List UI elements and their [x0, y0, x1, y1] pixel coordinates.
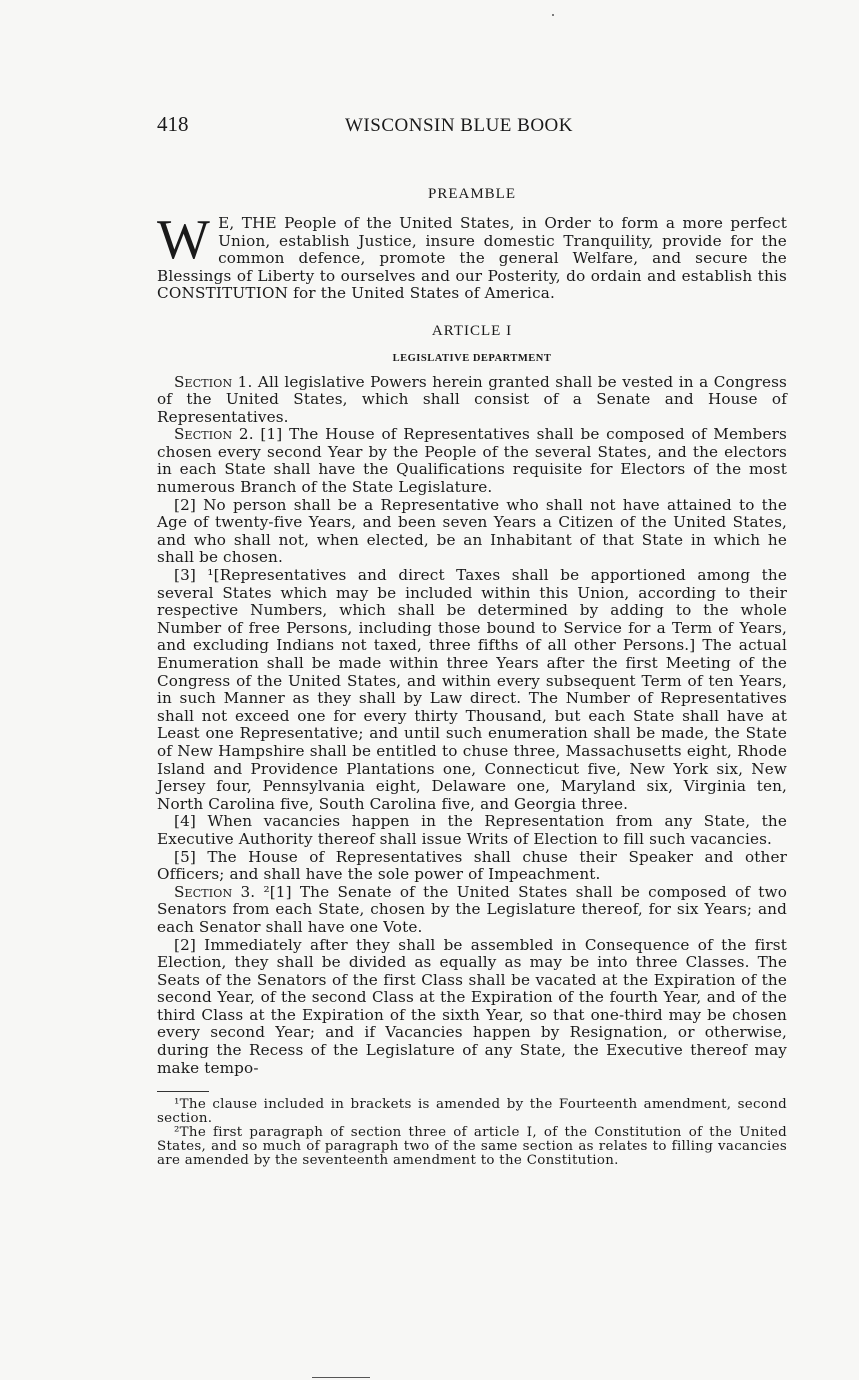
section-label: Section 3. — [174, 882, 256, 901]
section-paragraph — [157, 937, 787, 1078]
department-heading: LEGISLATIVE DEPARTMENT — [392, 352, 552, 364]
running-head: WISCONSIN BLUE BOOK — [345, 115, 573, 136]
section-paragraph — [157, 567, 787, 813]
footnote: ²The first paragraph of section three of article I, of the Constitution of the United States, and so much of paragraph two of the same section as relates to filling vacancies are amended by the seventeenth amendment to the Constitution. — [157, 1125, 787, 1169]
section-paragraph — [157, 497, 787, 567]
section-paragraph — [157, 813, 787, 848]
paragraph-text: [3] ¹[Representatives and direct Taxes shall be apportioned among the several States which may be included within this Union, according to their respective Numbers, which shall be determined by adding to the whole Number of free Persons, including those bound to Service for a Term of Years, and excluding Indians not taxed, three fifths of all other Persons.] The actual Enumeration shall be made within three Years after the first Meeting of the Congress of the United States, and within every subsequent Term of ten Years, in such Manner as they shall by Law direct. The Number of Representatives shall not exceed one for every thirty Thousand, but each State shall have at Least one Representative; and until such enumeration shall be made, the State of New Hampshire shall be entitled to chuse three, Massachusetts eight, Rhode Island and Providence Plantations one, Connecticut five, New York six, New Jersey four, Pennsylvania eight, Delaware one, Maryland six, Virginia ten, North Carolina five, South Carolina five, and Georgia three. — [157, 566, 787, 813]
section-paragraph — [157, 884, 787, 937]
footnotes — [157, 1098, 787, 1168]
paragraph-text: [2] Immediately after they shall be assembled in Consequence of the first Election, they shall be divided as equally as may be into three Classes. The Seats of the Senators of the first Class shall be vacated at the Expiration of the second Year, of the second Class at the Expiration of the fourth Year, and of the third Class at the Expiration of the sixth Year, so that one-third may be chosen every second Year; and if Vacancies happen by Resignation, or otherwise, during the Recess of the Legislature of any State, the Executive thereof may make tempo- — [157, 935, 787, 1077]
paragraph-text: [2] No person shall be a Representative who shall not have attained to the Age of twenty-five Years, and been seven Years a Citizen of the United States, and who shall not, when elected, be an Inhabitant of that State in which he shall be chosen. — [157, 495, 787, 567]
preamble-heading: PREAMBLE — [427, 186, 516, 202]
section-label: Section 1. — [174, 372, 253, 391]
paragraph-text: [1] The House of Representatives shall be composed of Members chosen every second Year by the People of the several States, and the electors in each State shall have the Qualifications requisite for Electors of the most numerous Branch of the State Legislature. — [157, 425, 787, 497]
document-page — [157, 112, 787, 1168]
paragraph-text: ²[1] The Senate of the United States shall be composed of two Senators from each State, chosen by the Legislature thereof, for six Years; and each Senator shall have one Vote. — [157, 882, 787, 936]
section-paragraph — [157, 374, 787, 427]
paragraph-text: [4] When vacancies happen in the Representation from any State, the Executive Authority thereof shall issue Writs of Election to fill such vacancies. — [157, 812, 787, 848]
bottom-scan-mark — [312, 1377, 370, 1378]
page-number: 418 — [157, 112, 189, 136]
section-paragraph — [157, 426, 787, 496]
drop-cap: W — [157, 209, 211, 271]
preamble-text-block — [157, 209, 787, 303]
footnote: ¹The clause included in brackets is amended by the Fourteenth amendment, second section. — [157, 1097, 787, 1127]
article-heading: ARTICLE I — [431, 322, 513, 339]
paragraph-text: All legislative Powers herein granted shall be vested in a Congress of the United States, which shall consist of a Senate and House of Representatives. — [157, 372, 787, 426]
article-body — [157, 374, 787, 1078]
page-header — [157, 112, 787, 142]
footnote-divider — [157, 1091, 209, 1092]
paragraph-text: [5] The House of Representatives shall chuse their Speaker and other Officers; and shall have the sole power of Impeachment. — [157, 847, 787, 884]
section-paragraph — [157, 849, 787, 884]
preamble-text: E, THE People of the United States, in Order to form a more perfect Union, establish Justice, insure domestic Tranquility, provide for the common defence, promote the general Welfare, and secure the Blessings of Liberty to ourselves and our Posterity, do ordain and establish this CONSTITUTION for the United States of America. — [157, 214, 787, 302]
section-label: Section 2. — [174, 425, 254, 444]
top-scan-mark — [552, 14, 554, 16]
